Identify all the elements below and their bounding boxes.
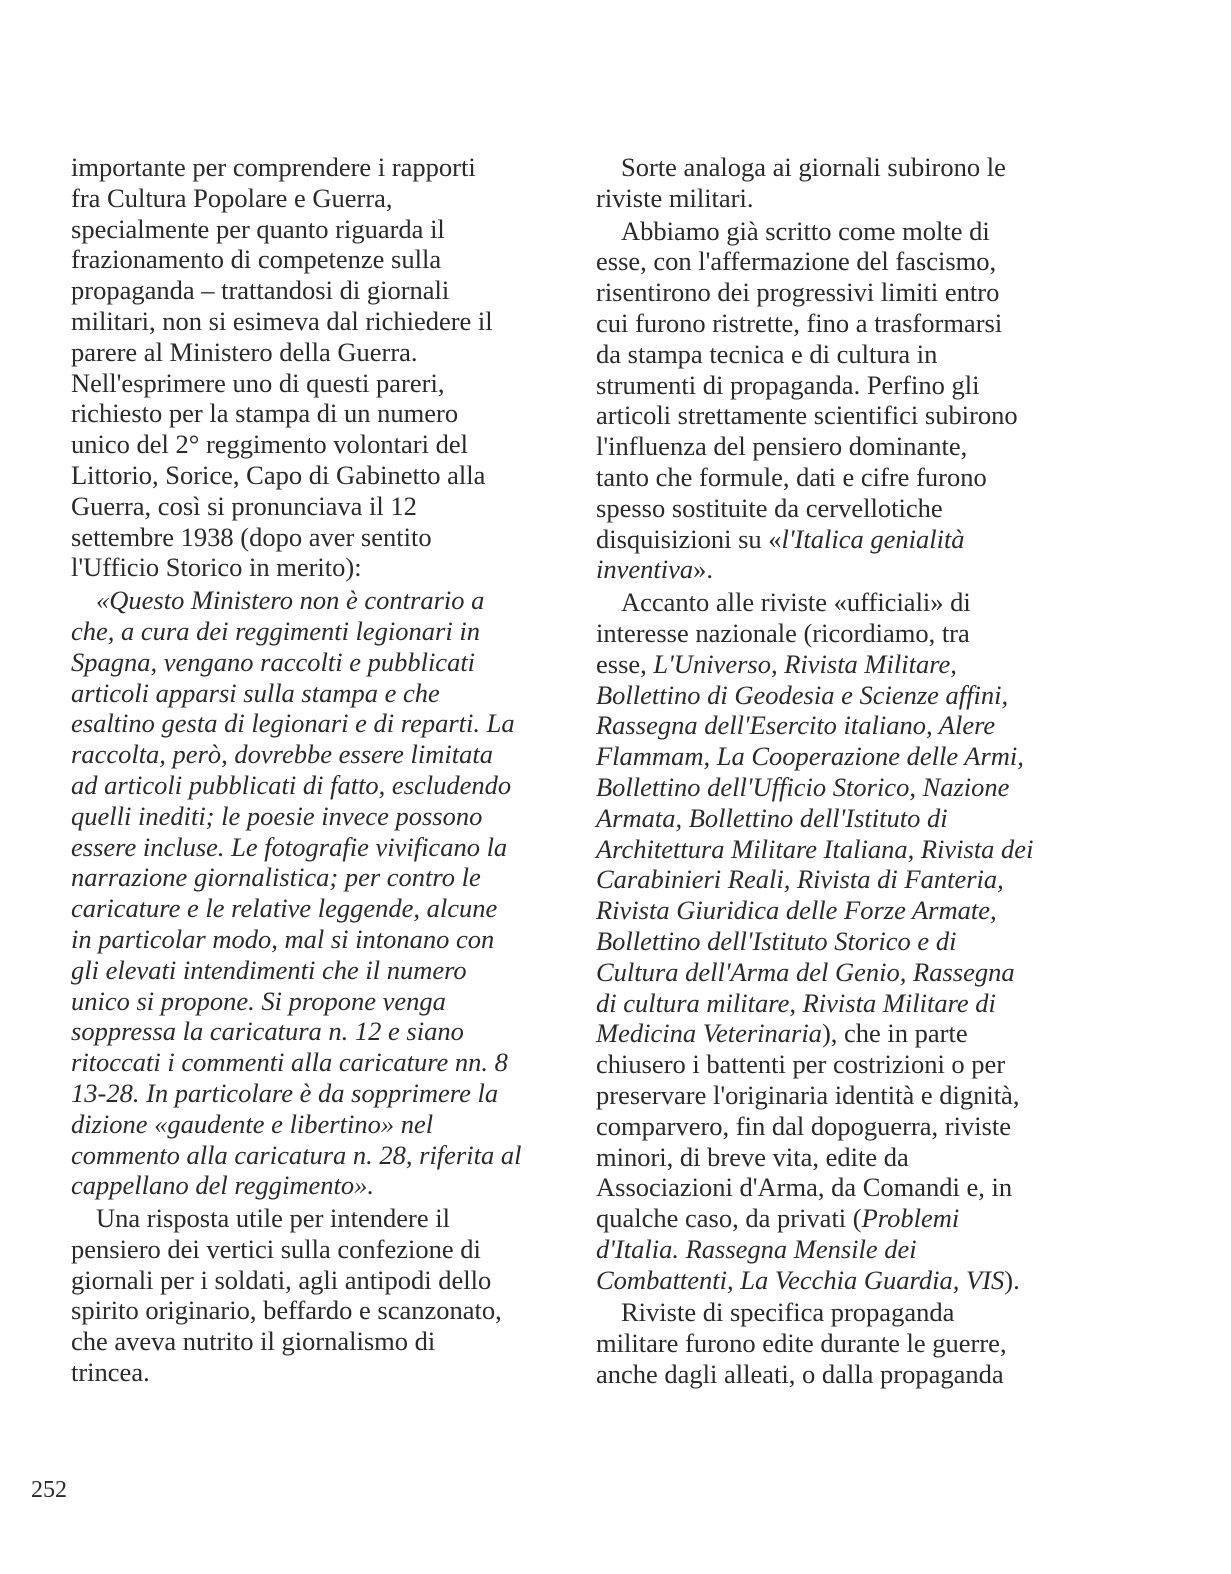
text-line: Associazioni d'Arma, da Comandi e, in [596,1172,1013,1203]
text-line: tanto che formule, dati e cifre furono [596,461,987,492]
italic-line: Flammam, La Cooperazione delle Armi, [596,741,1024,772]
quote-line: commento alla caricatura n. 28, riferita al [71,1139,522,1170]
text-line [596,554,1076,585]
right-column [596,152,1076,1392]
text-line: risentirono dei progressivi limiti entro [596,277,1000,308]
text-line: Abbiamo già scritto come molte di [621,215,990,246]
text-line [596,1018,1076,1049]
quote-line: unico si propone. Si propone venga [71,985,446,1016]
text-line: importante per comprendere i rapporti [71,152,476,182]
quote-line: caricature e le relative leggende, alcune [71,893,498,924]
right-paragraph-1 [596,152,1076,214]
page-number: 252 [31,1477,67,1503]
text-line: unico del 2° reggimento volontari del [71,429,468,460]
quote-line: narrazione giornalistica; per contro le [71,862,481,893]
left-quote-paragraph [71,585,551,1201]
text-run: disquisizioni su « [596,523,782,554]
italic-line: d'Italia. Rassegna Mensile dei [596,1233,917,1264]
quote-line: articoli apparsi sulla stampa e che [71,677,440,708]
italic-line: Cultura dell'Arma del Genio, Rassegna [596,956,1015,987]
right-paragraph-3 [596,587,1076,1295]
left-paragraph-3 [71,1203,551,1388]
text-line: pensiero dei vertici sulla confezione di [71,1233,481,1264]
right-paragraph-4 [596,1297,1076,1389]
quote-line: cappellano del reggimento». [71,1170,374,1201]
text-line: minori, di breve vita, edite da [596,1141,909,1172]
quote-line: essere incluse. Le fotografie vivificano la [71,831,508,862]
text-line: giornali per i soldati, agli antipodi dello [71,1264,492,1295]
text-line: cui furono ristrette, fino a trasformarsi [596,307,1003,338]
text-line: riviste militari. [596,182,754,213]
text-line: propaganda – trattandosi di giornali [71,275,450,306]
text-line: da stampa tecnica e di cultura in [596,338,938,369]
text-line: Sorte analoga ai giornali subirono le [621,152,1006,182]
text-run: ». [693,554,713,585]
text-line: Riviste di specifica propaganda [621,1297,955,1328]
italic-line: Rivista Giuridica delle Forze Armate, [596,895,997,926]
text-line: preservare l'originaria identità e dignità, [596,1079,1020,1110]
quote-line: esaltino gesta di legionari e di reparti. La [71,708,515,739]
italic-line: Armata, Bollettino dell'Istituto di [596,802,948,833]
quote-line: ritoccati i commenti alla caricature nn. 8 [71,1047,508,1078]
text-line [596,524,1076,555]
text-run: esse, [596,648,654,679]
text-line: settembre 1938 (dopo aver sentito [71,521,432,552]
text-run: ), che in parte [821,1018,968,1049]
quote-line: soppressa la caricatura n. 12 e siano [71,1016,464,1047]
italic-line: Bollettino dell'Istituto Storico e di [596,925,957,956]
italic-line: di cultura militare, Rivista Militare di [596,987,996,1018]
italic-line: Bollettino dell'Ufficio Storico, Nazione [596,771,1010,802]
text-line: comparvero, fin dal dopoguerra, riviste [596,1110,1012,1141]
italic-run: Combattenti, La Vecchia Guardia, VIS [596,1264,1005,1295]
quote-line: che, a cura dei reggimenti legionari in [71,615,480,646]
text-line: trincea. [71,1357,150,1388]
italic-line: Carabinieri Reali, Rivista di Fanteria, [596,864,1004,895]
text-line: chiusero i battenti per costrizioni o per [596,1049,1006,1080]
text-line [596,1265,1076,1296]
quote-line: quelli inediti; le poesie invece possono [71,800,483,831]
text-line: Littorio, Sorice, Capo di Gabinetto alla [71,459,486,490]
text-line: frazionamento di competenze sulla [71,244,442,275]
text-line [596,649,1076,680]
quote-line: raccolta, però, dovrebbe essere limitata [71,739,493,770]
italic-run: Medicina Veterinaria [596,1018,822,1049]
text-line: esse, con l'affermazione del fascismo, [596,246,997,277]
italic-run: l'Italica genialità [781,523,965,554]
text-line: Una risposta utile per intendere il [96,1203,450,1234]
text-line: fra Cultura Popolare e Guerra, [71,182,393,213]
text-line: l'Ufficio Storico in merito): [71,552,362,583]
text-line [596,1203,1076,1234]
text-line: anche dagli alleati, o dalla propaganda [596,1359,1004,1390]
right-paragraph-2 [596,216,1076,586]
italic-line: Architettura Militare Italiana, Rivista dei [596,833,1034,864]
italic-line: Rassegna dell'Esercito italiano, Alere [596,710,996,741]
quote-line: ad articoli pubblicati di fatto, escludendo [71,769,512,800]
text-run: qualche caso, da privati ( [596,1203,862,1234]
text-line: interesse nazionale (ricordiamo, tra [596,617,970,648]
text-line: militare furono edite durante le guerre, [596,1328,1007,1359]
left-paragraph-1 [71,152,551,583]
quote-line: «Questo Ministero non è contrario a [96,585,485,616]
italic-run: inventiva [596,554,694,585]
text-line: Guerra, così si pronunciava il 12 [71,490,417,521]
text-line: l'influenza del pensiero dominante, [596,431,968,462]
text-run: ). [1004,1264,1020,1295]
text-line: spesso sostituite da cervellotiche [596,492,943,523]
quote-line: gli elevati intendimenti che il numero [71,954,467,985]
text-line: parere al Ministero della Guerra. [71,336,418,367]
quote-line: in particolar modo, mal si intonano con [71,923,495,954]
text-line: spirito originario, beffardo e scanzonato, [71,1295,502,1326]
text-line: militari, non si esimeva dal richiedere il [71,305,493,336]
quote-line: dizione «gaudente e libertino» nel [71,1108,434,1139]
quote-line: 13-28. In particolare è da sopprimere la [71,1077,499,1108]
text-line: Accanto alle riviste «ufficiali» di [621,587,971,618]
text-line: Nell'esprimere uno di questi pareri, [71,367,445,398]
italic-line: Bollettino di Geodesia e Scienze affini, [596,679,1009,710]
text-line: che aveva nutrito il giornalismo di [71,1326,436,1357]
text-line: strumenti di propaganda. Perfino gli [596,369,980,400]
text-line: articoli strettamente scientifici subirono [596,400,1018,431]
text-line: richiesto per la stampa di un numero [71,398,459,429]
left-column [71,152,551,1390]
italic-run: L'Universo, Rivista Militare, [653,648,957,679]
italic-run: Problemi [861,1203,960,1234]
quote-line: Spagna, vengano raccolti e pubblicati [71,646,476,677]
text-line: specialmente per quanto riguarda il [71,213,445,244]
